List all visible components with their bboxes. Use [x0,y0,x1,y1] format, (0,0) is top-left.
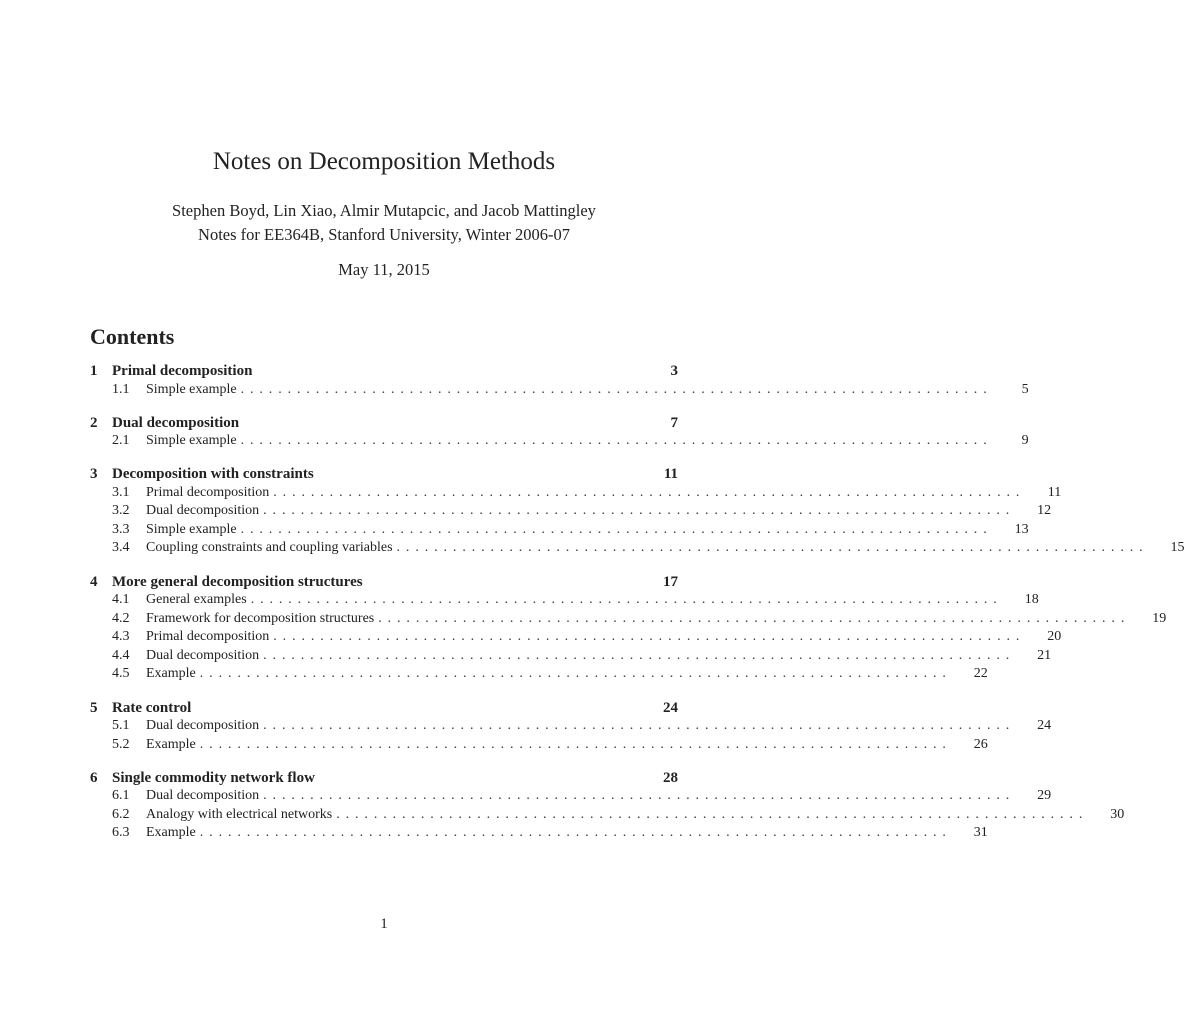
toc-section-title: Single commodity network flow [112,769,315,786]
toc-section-page: 17 [663,573,678,590]
toc-subsection-entry[interactable] [90,787,1052,806]
toc-subsection-page: 31 [973,825,988,841]
toc-dot-leader: ................................................................................ [199,736,952,752]
toc-subsection-entry[interactable] [90,717,1052,736]
toc-subsection-entry[interactable] [90,736,988,755]
toc-dot-leader: ................................................................................ [336,806,1089,822]
toc-subsection-page: 29 [1037,788,1052,804]
toc-section-page: 24 [663,699,678,716]
toc-subsection-entry[interactable] [90,502,1052,521]
toc-subsection-title: Analogy with electrical networks [146,806,333,822]
toc-section-page: 11 [663,466,678,483]
toc-subsection-entry[interactable] [90,806,1125,825]
document-title: Notes on Decomposition Methods [212,148,556,175]
toc-dot-leader: ................................................................................ [273,484,1026,500]
toc-subsection-page: 9 [1021,433,1029,449]
toc-subsection-entry[interactable] [90,628,1062,647]
toc-subsection-entry[interactable] [90,824,988,843]
toc-subsection-page: 18 [1024,592,1039,608]
toc-section-number: 1 [90,363,98,379]
toc-subsection-title: Dual decomposition [146,503,260,519]
toc-section-title: Dual decomposition [112,414,240,431]
toc-subsection-entry[interactable] [90,647,1052,666]
toc-section-number: 3 [90,466,98,483]
toc-section-entry[interactable] [90,414,678,433]
toc-dot-leader: ................................................................................ [240,521,993,537]
toc-section-title: Primal decomposition [112,363,253,379]
toc-subsection-title: Primal decomposition [146,629,270,645]
toc-subsection-page: 13 [1014,521,1029,537]
toc-subsection-page: 30 [1110,806,1125,822]
toc-subsection-number: 3.2 [112,503,130,519]
toc-subsection-number: 4.2 [112,610,130,626]
toc-section-entry[interactable] [90,465,678,484]
toc-subsection-title: Primal decomposition [146,484,270,500]
toc-subsection-page: 11 [1047,484,1062,500]
document-authors: Stephen Boyd, Lin Xiao, Almir Mutapcic, and Jacob Mattingley [172,201,596,220]
toc-subsection-number: 4.4 [112,647,130,663]
toc-subsection-number: 3.3 [112,521,130,537]
page-number: 1 [380,916,388,932]
document-course: Notes for EE364B, Stanford University, Winter 2006-07 [198,225,570,244]
toc-dot-leader: ................................................................................ [263,647,1016,663]
toc-section-page: 3 [670,363,678,379]
toc-dot-leader: ................................................................................ [199,666,952,682]
toc-section-page: 7 [670,414,678,431]
toc-subsection-number: 6.1 [112,788,130,804]
toc-section [90,414,1029,451]
toc-subsection-entry[interactable] [90,432,1029,451]
toc-dot-leader: ................................................................................ [263,788,1016,804]
contents-heading: Contents [90,324,175,349]
toc-section-page: 28 [663,769,678,786]
toc-section-entry[interactable] [90,573,678,592]
toc-subsection-title: General examples [146,592,247,608]
toc-subsection-page: 19 [1152,610,1167,626]
toc-section [90,465,1185,558]
toc-subsection-page: 12 [1037,503,1052,519]
toc-subsection-number: 4.1 [112,592,130,608]
toc-dot-leader: ................................................................................ [378,610,1131,626]
toc-subsection-title: Dual decomposition [146,788,260,804]
toc-subsection-entry[interactable] [90,521,1029,540]
toc-section-entry[interactable] [90,362,678,381]
toc-subsection-title: Framework for decomposition structures [146,610,375,626]
toc-subsection-page: 20 [1047,629,1062,645]
toc-subsection-number: 3.1 [112,484,130,500]
toc-subsection-entry[interactable] [90,381,1029,400]
toc-dot-leader: ................................................................................ [240,381,993,397]
toc-subsection-number: 4.5 [112,666,130,682]
toc-subsection-number: 6.3 [112,825,130,841]
toc-subsection-page: 22 [973,666,988,682]
toc-section-title: Rate control [112,699,192,716]
toc-subsection-entry[interactable] [90,665,988,684]
toc-subsection-number: 6.2 [112,806,130,822]
table-of-contents [90,362,1185,858]
toc-subsection-page: 26 [973,736,988,752]
toc-subsection-page: 21 [1037,647,1052,663]
toc-section-title: More general decomposition structures [112,573,363,590]
toc-section-number: 5 [90,699,98,716]
toc-subsection-number: 4.3 [112,629,130,645]
toc-section-number: 4 [90,573,98,590]
toc-subsection-title: Example [146,666,196,682]
toc-subsection-entry[interactable] [90,610,1167,629]
toc-subsection-number: 3.4 [112,540,130,556]
toc-subsection-title: Dual decomposition [146,718,260,734]
toc-dot-leader: ................................................................................ [199,825,952,841]
toc-dot-leader: ................................................................................ [263,718,1016,734]
toc-subsection-title: Dual decomposition [146,647,260,663]
toc-subsection-page: 5 [1021,381,1029,397]
toc-dot-leader: ................................................................................ [250,592,1003,608]
toc-section-entry[interactable] [90,769,678,788]
toc-section-number: 2 [90,414,98,431]
toc-subsection-page: 15 [1170,540,1185,556]
toc-dot-leader: ................................................................................ [240,433,993,449]
toc-section [90,699,1052,755]
toc-section [90,573,1167,684]
toc-subsection-title: Example [146,825,196,841]
toc-subsection-entry[interactable] [90,591,1039,610]
toc-dot-leader: ................................................................................ [396,540,1149,556]
toc-dot-leader: ................................................................................ [273,629,1026,645]
toc-section-number: 6 [90,769,98,786]
toc-subsection-title: Coupling constraints and coupling variables [146,540,393,556]
toc-subsection-page: 24 [1037,718,1052,734]
toc-subsection-entry[interactable] [90,484,1062,503]
toc-section-title: Decomposition with constraints [112,466,314,483]
document-date: May 11, 2015 [338,260,430,279]
toc-dot-leader: ................................................................................ [263,503,1016,519]
toc-section [90,769,1125,843]
toc-subsection-number: 2.1 [112,433,130,449]
toc-subsection-title: Simple example [146,433,237,449]
toc-section [90,362,1029,399]
toc-subsection-title: Simple example [146,381,237,397]
toc-section-entry[interactable] [90,699,678,718]
toc-subsection-number: 5.2 [112,736,130,752]
toc-subsection-number: 5.1 [112,718,130,734]
toc-subsection-title: Example [146,736,196,752]
toc-subsection-number: 1.1 [112,381,130,397]
toc-subsection-title: Simple example [146,521,237,537]
toc-subsection-entry[interactable] [90,539,1185,558]
